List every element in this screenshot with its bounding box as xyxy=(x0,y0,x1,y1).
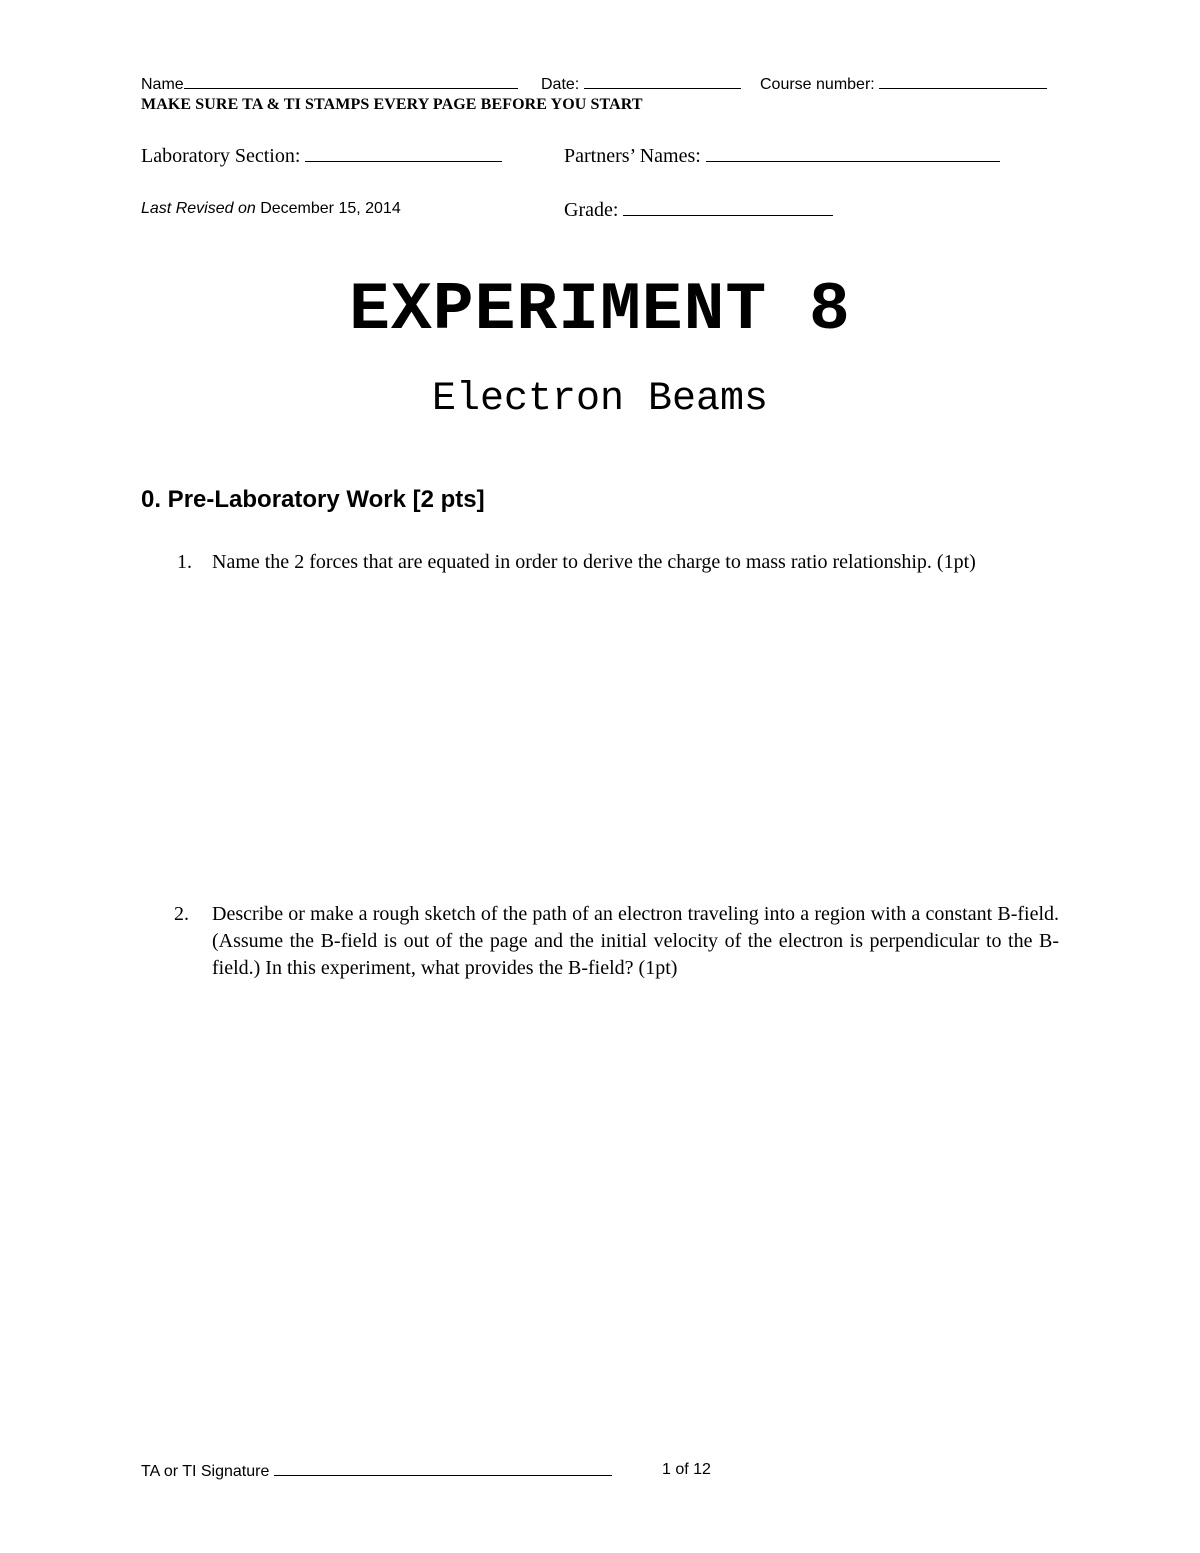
partners-label: Partners’ Names: xyxy=(564,145,701,167)
question-number: 1. xyxy=(177,551,192,573)
date-label: Date: xyxy=(541,76,580,93)
question-2 xyxy=(141,901,1059,982)
last-revised-label: Last Revised on xyxy=(141,200,256,217)
partners-field[interactable] xyxy=(564,143,1000,168)
grade-label: Grade: xyxy=(564,199,619,221)
question-1 xyxy=(141,549,1059,576)
section-heading: 0. Pre-Laboratory Work [2 pts] xyxy=(141,486,485,513)
question-number: 2. xyxy=(174,903,189,925)
experiment-subtitle: Electron Beams xyxy=(431,377,769,422)
lab-section-blank[interactable] xyxy=(305,143,502,162)
partners-blank[interactable] xyxy=(706,143,1000,162)
date-field[interactable] xyxy=(541,74,741,94)
question-text: Name the 2 forces that are equated in order to derive the charge to mass ratio relationship. (1pt) xyxy=(212,551,976,573)
last-revised-date: December 15, 2014 xyxy=(260,200,401,217)
signature-label: TA or TI Signature xyxy=(141,1463,270,1480)
grade-field[interactable] xyxy=(564,197,833,222)
date-blank[interactable] xyxy=(584,74,741,89)
name-label: Name xyxy=(141,76,184,93)
signature-field[interactable] xyxy=(141,1461,612,1481)
lab-section-field[interactable] xyxy=(141,143,502,168)
course-number-field[interactable] xyxy=(760,74,1047,94)
lab-section-label: Laboratory Section: xyxy=(141,145,301,167)
last-revised xyxy=(141,200,401,218)
page-indicator: 1 of 12 xyxy=(662,1461,711,1478)
stamp-notice: MAKE SURE TA & TI STAMPS EVERY PAGE BEFORE YOU START xyxy=(141,96,643,113)
course-number-label: Course number: xyxy=(760,76,875,93)
grade-blank[interactable] xyxy=(623,197,833,216)
question-text: Describe or make a rough sketch of the path of an electron traveling into a region with a constant B-field. (Assume the B-field is out of the page and the initial velocity of the electron is perpendicular to the B-field.) In this experiment, what provides the B-field? (1pt) xyxy=(212,903,1059,979)
name-blank[interactable] xyxy=(184,74,518,89)
signature-blank[interactable] xyxy=(274,1461,612,1476)
course-number-blank[interactable] xyxy=(879,74,1047,89)
name-field[interactable] xyxy=(141,74,518,94)
experiment-title: EXPERIMENT 8 xyxy=(349,272,851,349)
